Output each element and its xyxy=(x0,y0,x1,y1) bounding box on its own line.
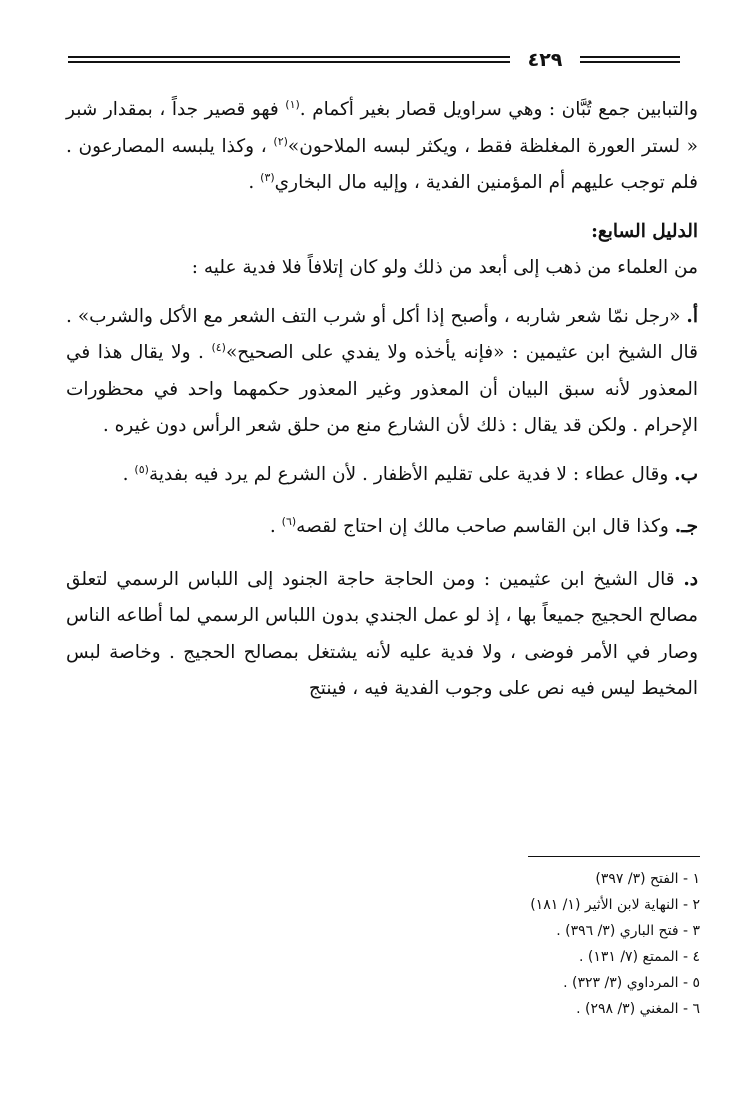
item-d: د. قال الشيخ ابن عثيمين : ومن الحاجة حاجة الجنود إلى اللباس الرسمي لتعلق مصالح الحجيج جميعاً بها ، إذ لو عمل الجندي بدون اللباس الرسمي لما أطاعه الناس وصار في الأمر فوضى ، ولا فدية عليه لأنه يشتغل بمصالح الحجيج . وخاصة لبس المخيط ليس فيه نص على وجوب الفدية فيه ، فينتج xyxy=(66,568,698,699)
main-text xyxy=(66,92,698,708)
item-c: جـ. وكذا قال ابن القاسم صاحب مالك إن احتاج لقصه$^{(٦)}$ . xyxy=(269,514,698,537)
page-number: ٤٢٩ xyxy=(510,50,580,70)
section-heading: الدليل السابع: xyxy=(591,220,698,242)
footnote-ref: (٢) xyxy=(273,134,288,148)
footnote-ref: (٥) xyxy=(134,462,149,476)
footnote-item: ١ - الفتح (٣/ ٣٩٧) xyxy=(595,871,700,887)
item-b: ب. وقال عطاء : لا فدية على تقليم الأظفار . لأن الشرع لم يرد فيه بفدية$^{(٥)}$ . xyxy=(122,462,698,485)
footnote-ref: (٣) xyxy=(260,170,275,184)
footnote-ref: (٦) xyxy=(281,514,297,528)
item-a: أ. «رجل نمّا شعر شاربه ، وأصبح إذا أكل أو شرب التف الشعر مع الأكل والشرب» . قال الشيخ ابن عثيمين : «فإنه يأخذه ولا يفدي على الصحيح»$^{(٤)}$ . ولا يقال هذا في المعذور لأنه سبق البيان أن المعذور وغير المعذور حكمهما واحد في محظورات الإحرام . ولكن قد يقال : ذلك لأن الشارع منع من حلق شعر الرأس دون غيره . xyxy=(66,305,698,436)
footnote-ref: (١) xyxy=(285,97,300,111)
footnotes xyxy=(300,866,700,1022)
header-rule xyxy=(68,52,680,70)
footnote-item: ٤ - الممتع (٧/ ١٣١) . xyxy=(578,949,700,965)
intro-text: من العلماء من ذهب إلى أبعد من ذلك ولو كان إتلافاً فلا فدية عليه : xyxy=(191,257,698,278)
footnote-item: ٣ - فتح الباري (٣/ ٣٩٦) . xyxy=(556,923,700,939)
footnote-item: ٢ - النهاية لابن الأثير (١/ ١٨١) xyxy=(530,897,700,913)
paragraph-tababin: والتبابين جمع تُبَّان : وهي سراويل قصار بغير أكمام .$^{(١)}$ فهو قصير جداً ، بمقدار شبر « لستر العورة المغلظة فقط ، ويكثر لبسه الملاحون»$^{(٢)}$ ، وكذا يلبسه المصارعون . فلم توجب عليهم أم المؤمنين الفدية ، وإليه مال البخاري$^{(٣)}$ . xyxy=(66,97,698,193)
footnote-divider xyxy=(528,856,700,857)
footnote-item: ٦ - المغني (٣/ ٢٩٨) . xyxy=(576,1001,700,1017)
footnote-ref: (٤) xyxy=(211,340,226,354)
footnote-item: ٥ - المرداوي (٣/ ٣٢٣) . xyxy=(563,975,700,991)
